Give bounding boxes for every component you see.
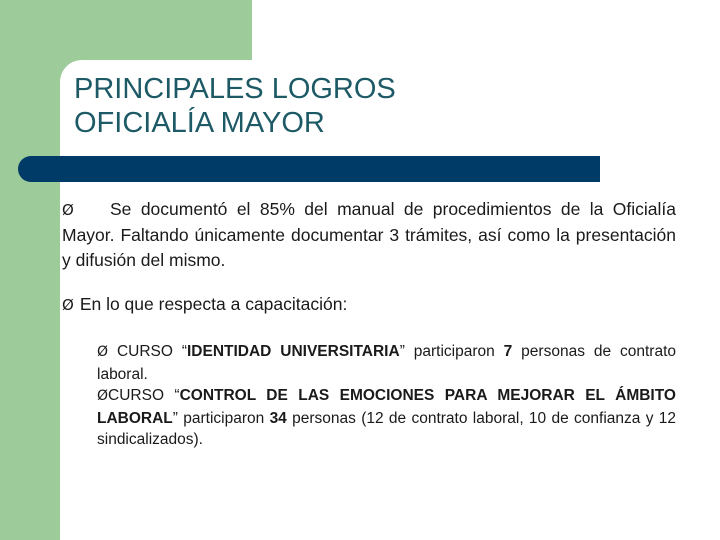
bullet-capacitacion: [62, 292, 676, 318]
course-2-count: 34: [269, 409, 287, 427]
course-list: [97, 341, 676, 451]
course-1-prefix: CURSO “: [116, 343, 187, 360]
title-divider-bar: [18, 156, 600, 182]
course-1-middle: ” participaron: [399, 343, 504, 360]
course-1-suffix: personas de contrato laboral.: [97, 343, 676, 383]
arrow-bullet-icon: Ø: [62, 201, 74, 219]
arrow-bullet-icon: Ø: [97, 388, 109, 404]
course-item-identidad: [97, 341, 676, 385]
course-2-name: CONTROL DE LAS EMOCIONES PARA MEJORAR EL ÁMBITO LABORAL: [97, 387, 676, 427]
paragraph-1-text: Se documentó el 85% del manual de procedimientos de la Oficialía Mayor. Faltando únicamente documentar 3 trámites, así como la presentación y difusión del mismo.: [62, 199, 676, 270]
course-2-prefix: CURSO “: [108, 387, 180, 404]
bullet-manual-procedimientos: [62, 197, 676, 273]
course-item-emociones: [97, 385, 676, 451]
course-1-name: IDENTIDAD UNIVERSITARIA: [186, 343, 400, 360]
arrow-bullet-icon: Ø: [97, 344, 109, 360]
arrow-bullet-icon: Ø: [62, 296, 74, 314]
title-line-1: PRINCIPALES LOGROS: [74, 73, 396, 105]
slide-title: [74, 72, 634, 140]
course-2-middle: ” participaron: [172, 409, 270, 427]
course-1-count: 7: [503, 343, 513, 360]
title-line-2: OFICIALÍA MAYOR: [74, 107, 325, 139]
paragraph-2-text: En lo que respecta a capacitación:: [79, 294, 348, 314]
course-2-suffix: personas (12 de contrato laboral, 10 de confianza y 12 sindicalizados).: [97, 409, 677, 448]
left-green-stripe: [0, 0, 60, 540]
